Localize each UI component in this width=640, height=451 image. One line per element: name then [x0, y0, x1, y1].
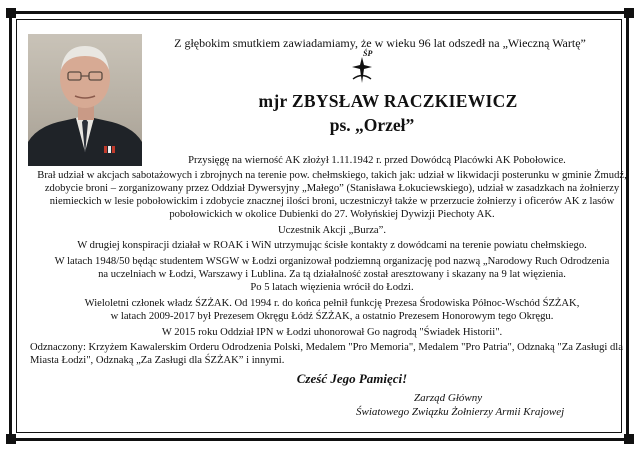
announcement-intro: Z głębokim smutkiem zawiadamiamy, że w wieku 96 lat odszedł na „Wieczną Wartę” — [174, 36, 586, 50]
paragraph-line: pobołowickich w okolice Dubienki do 27. Wołyńskiej Dywizji Piechoty AK. — [169, 209, 495, 220]
paragraph-line: Po 5 latach więzienia wrócił do Łodzi. — [250, 282, 414, 293]
person-name: mjr ZBYSŁAW RACZKIEWICZ — [258, 91, 518, 111]
paragraph-line: W 2015 roku Oddział IPN w Łodzi uhonorował Go nagrodą "Świadek Historii". — [161, 327, 503, 338]
cross-label: ŚP — [363, 49, 373, 58]
corner-ornament — [624, 434, 634, 444]
corner-ornament — [6, 8, 16, 18]
signature-line: Światowego Związku Żołnierzy Armii Krajowej — [356, 406, 565, 418]
corner-ornament — [624, 8, 634, 18]
signature-line: Zarząd Główny — [414, 392, 483, 404]
cross-icon — [349, 55, 375, 90]
paragraph-line: w latach 2009-2017 był Prezesem Okręgu Łódź ŚZŻAK, a ostatnio Prezesem Honorowym tego Okręgu. — [110, 311, 554, 322]
paragraph-line: Uczestnik Akcji „Burza”. — [278, 225, 386, 236]
paragraph-line: Wieloletni członek władz ŚZŻAK. Od 1994 r. do końca pełnił funkcję Prezesa Środowiska Północ-Wschód ŚZŻAK, — [84, 298, 580, 309]
paragraph-line: Miasta Łodzi", Odznaką „Za Zasługi dla ŚZŻAK” i innymi. — [30, 355, 285, 366]
closing-phrase: Cześć Jego Pamięci! — [296, 371, 408, 386]
paragraph-line: Przysięgę na wierność AK złożył 1.11.1942 r. przed Dowódcą Placówki AK Pobołowice. — [188, 155, 566, 166]
paragraph-line: W latach 1948/50 będąc studentem WSGW w Łodzi organizował podziemną organizację pod nazwą „Narodowy Ruch Odrodzenia — [54, 256, 610, 267]
paragraph-line: W drugiej konspiracji działał w ROAK i WiN utrzymując ścisłe kontakty z dowódcami na terenie powiatu chełmskiego. — [77, 240, 587, 251]
paragraph-line: Odznaczony: Krzyżem Kawalerskim Orderu Odrodzenia Polski, Medalem "Pro Memoria", Medalem "Pro Patria", Odznaką "Za Zasługi dla — [30, 342, 623, 353]
pseudonym: ps. „Orzeł” — [329, 115, 415, 135]
corner-ornament — [6, 434, 16, 444]
paragraph-line: zdobycie broni – zorganizowany przez Oddział Dywersyjny „Małego” (Stanisława Łokuciewskiego), udział w zasadzkach na żołnierzy — [44, 183, 620, 194]
paragraph-line: Brał udział w akcjach sabotażowych i zbrojnych na terenie pow. chełmskiego, takich jak: udział w likwidacji posterunku w gminie Żmudź, — [37, 170, 627, 181]
paragraph-line: na uczelniach w Łodzi, Warszawy i Lublina. Za tą działalność został aresztowany i skazany na 9 lat więzienia. — [98, 269, 566, 280]
portrait-photo — [28, 34, 142, 166]
paragraph-line: niemieckich w lesie pobołowickim i zdobycie znacznej ilości broni, uczestniczył także w przerzucie żołnierzy i oficerów AK z lasów — [49, 196, 615, 207]
